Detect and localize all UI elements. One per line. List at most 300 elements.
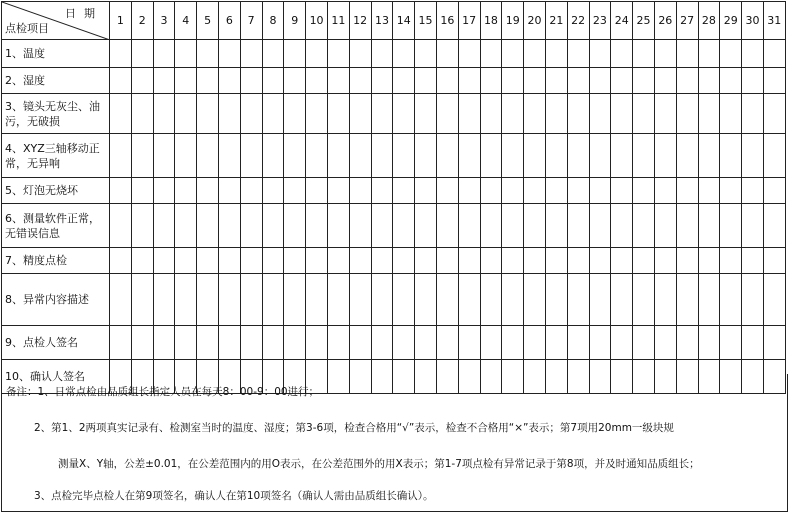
check-cell-day-25[interactable] (633, 134, 655, 178)
check-cell-day-27[interactable] (676, 178, 698, 204)
check-cell-day-4[interactable] (175, 134, 197, 178)
check-cell-day-24[interactable] (611, 134, 633, 178)
check-cell-day-1[interactable] (110, 40, 132, 68)
check-cell-day-12[interactable] (349, 178, 371, 204)
check-cell-day-4[interactable] (175, 204, 197, 248)
check-cell-day-23[interactable] (589, 178, 611, 204)
day-header-28: 28 (698, 2, 720, 40)
check-cell-day-26[interactable] (654, 248, 676, 274)
check-cell-day-29[interactable] (720, 40, 742, 68)
check-cell-day-2[interactable] (131, 178, 153, 204)
check-cell-day-6[interactable] (218, 94, 240, 134)
check-cell-day-20[interactable] (524, 40, 546, 68)
check-cell-day-20[interactable] (524, 274, 546, 326)
check-cell-day-24[interactable] (611, 94, 633, 134)
check-cell-day-31[interactable] (763, 68, 785, 94)
check-cell-day-25[interactable] (633, 204, 655, 248)
check-cell-day-7[interactable] (240, 248, 262, 274)
check-cell-day-14[interactable] (393, 40, 415, 68)
check-cell-day-28[interactable] (698, 40, 720, 68)
check-cell-day-27[interactable] (676, 134, 698, 178)
check-cell-day-11[interactable] (327, 134, 349, 178)
check-cell-day-8[interactable] (262, 204, 284, 248)
check-cell-day-13[interactable] (371, 178, 393, 204)
check-cell-day-6[interactable] (218, 40, 240, 68)
check-cell-day-3[interactable] (153, 326, 175, 360)
check-cell-day-2[interactable] (131, 68, 153, 94)
check-cell-day-13[interactable] (371, 204, 393, 248)
check-cell-day-9[interactable] (284, 94, 306, 134)
item-row-4 (2, 134, 786, 178)
check-cell-day-11[interactable] (327, 178, 349, 204)
check-cell-day-10[interactable] (306, 134, 328, 178)
check-cell-day-7[interactable] (240, 94, 262, 134)
check-cell-day-10[interactable] (306, 178, 328, 204)
check-cell-day-15[interactable] (415, 248, 437, 274)
check-cell-day-23[interactable] (589, 326, 611, 360)
check-cell-day-26[interactable] (654, 134, 676, 178)
check-cell-day-12[interactable] (349, 40, 371, 68)
day-header-11: 11 (327, 2, 349, 40)
check-cell-day-3[interactable] (153, 68, 175, 94)
check-cell-day-16[interactable] (436, 178, 458, 204)
check-cell-day-14[interactable] (393, 248, 415, 274)
check-cell-day-30[interactable] (742, 204, 764, 248)
check-cell-day-17[interactable] (458, 204, 480, 248)
check-cell-day-8[interactable] (262, 326, 284, 360)
check-cell-day-17[interactable] (458, 248, 480, 274)
check-cell-day-24[interactable] (611, 248, 633, 274)
check-cell-day-13[interactable] (371, 326, 393, 360)
check-cell-day-24[interactable] (611, 68, 633, 94)
check-cell-day-6[interactable] (218, 204, 240, 248)
check-cell-day-12[interactable] (349, 68, 371, 94)
check-cell-day-9[interactable] (284, 274, 306, 326)
check-cell-day-28[interactable] (698, 248, 720, 274)
check-cell-day-19[interactable] (502, 274, 524, 326)
check-cell-day-15[interactable] (415, 274, 437, 326)
check-cell-day-7[interactable] (240, 40, 262, 68)
check-cell-day-5[interactable] (197, 40, 219, 68)
check-cell-day-17[interactable] (458, 68, 480, 94)
check-cell-day-1[interactable] (110, 248, 132, 274)
day-header-31: 31 (763, 2, 785, 40)
check-cell-day-31[interactable] (763, 274, 785, 326)
check-cell-day-22[interactable] (567, 204, 589, 248)
check-cell-day-9[interactable] (284, 40, 306, 68)
check-cell-day-22[interactable] (567, 274, 589, 326)
check-cell-day-2[interactable] (131, 204, 153, 248)
check-cell-day-21[interactable] (545, 178, 567, 204)
check-cell-day-22[interactable] (567, 40, 589, 68)
check-cell-day-17[interactable] (458, 134, 480, 178)
check-cell-day-2[interactable] (131, 274, 153, 326)
check-cell-day-24[interactable] (611, 40, 633, 68)
check-cell-day-2[interactable] (131, 248, 153, 274)
check-cell-day-5[interactable] (197, 94, 219, 134)
check-cell-day-22[interactable] (567, 68, 589, 94)
check-cell-day-29[interactable] (720, 274, 742, 326)
check-cell-day-27[interactable] (676, 204, 698, 248)
check-cell-day-20[interactable] (524, 134, 546, 178)
check-cell-day-24[interactable] (611, 326, 633, 360)
check-cell-day-13[interactable] (371, 134, 393, 178)
check-cell-day-15[interactable] (415, 178, 437, 204)
check-cell-day-20[interactable] (524, 178, 546, 204)
check-cell-day-29[interactable] (720, 94, 742, 134)
check-cell-day-14[interactable] (393, 204, 415, 248)
check-cell-day-2[interactable] (131, 40, 153, 68)
check-cell-day-8[interactable] (262, 274, 284, 326)
check-cell-day-4[interactable] (175, 40, 197, 68)
check-cell-day-23[interactable] (589, 94, 611, 134)
check-cell-day-19[interactable] (502, 326, 524, 360)
check-cell-day-12[interactable] (349, 248, 371, 274)
check-cell-day-16[interactable] (436, 40, 458, 68)
check-cell-day-21[interactable] (545, 326, 567, 360)
check-cell-day-28[interactable] (698, 134, 720, 178)
check-cell-day-27[interactable] (676, 94, 698, 134)
note-line-3: 测量X、Y轴，公差±0.01，在公差范围内的用O表示，在公差范围外的用X表示；第1-7项点检有异常记录于第8项，并及时通知品质组长； (58, 458, 700, 470)
check-cell-day-24[interactable] (611, 274, 633, 326)
check-cell-day-21[interactable] (545, 68, 567, 94)
check-cell-day-16[interactable] (436, 326, 458, 360)
check-cell-day-30[interactable] (742, 248, 764, 274)
item-label-cell: 1、温度 (2, 40, 110, 68)
item-row-8 (2, 274, 786, 326)
check-cell-day-31[interactable] (763, 326, 785, 360)
check-cell-day-6[interactable] (218, 68, 240, 94)
check-cell-day-30[interactable] (742, 274, 764, 326)
check-cell-day-17[interactable] (458, 94, 480, 134)
check-cell-day-19[interactable] (502, 204, 524, 248)
check-cell-day-25[interactable] (633, 326, 655, 360)
check-cell-day-5[interactable] (197, 204, 219, 248)
check-cell-day-4[interactable] (175, 68, 197, 94)
day-header-18: 18 (480, 2, 502, 40)
item-label-cell: 9、点检人签名 (2, 326, 110, 360)
check-cell-day-29[interactable] (720, 134, 742, 178)
check-cell-day-14[interactable] (393, 274, 415, 326)
check-cell-day-11[interactable] (327, 274, 349, 326)
day-header-26: 26 (654, 2, 676, 40)
check-cell-day-18[interactable] (480, 274, 502, 326)
check-cell-day-18[interactable] (480, 94, 502, 134)
check-cell-day-10[interactable] (306, 68, 328, 94)
check-cell-day-8[interactable] (262, 68, 284, 94)
check-cell-day-11[interactable] (327, 204, 349, 248)
check-cell-day-9[interactable] (284, 204, 306, 248)
check-cell-day-1[interactable] (110, 94, 132, 134)
check-cell-day-19[interactable] (502, 94, 524, 134)
check-cell-day-15[interactable] (415, 40, 437, 68)
check-cell-day-28[interactable] (698, 274, 720, 326)
check-cell-day-11[interactable] (327, 40, 349, 68)
check-cell-day-25[interactable] (633, 94, 655, 134)
check-cell-day-17[interactable] (458, 40, 480, 68)
check-cell-day-12[interactable] (349, 134, 371, 178)
check-cell-day-12[interactable] (349, 204, 371, 248)
check-cell-day-18[interactable] (480, 204, 502, 248)
check-cell-day-3[interactable] (153, 94, 175, 134)
check-cell-day-24[interactable] (611, 178, 633, 204)
day-header-4: 4 (175, 2, 197, 40)
check-cell-day-30[interactable] (742, 40, 764, 68)
check-cell-day-1[interactable] (110, 326, 132, 360)
item-row-2 (2, 68, 786, 94)
check-cell-day-10[interactable] (306, 248, 328, 274)
check-cell-day-16[interactable] (436, 68, 458, 94)
check-cell-day-11[interactable] (327, 248, 349, 274)
day-header-10: 10 (306, 2, 328, 40)
check-cell-day-9[interactable] (284, 68, 306, 94)
check-cell-day-26[interactable] (654, 68, 676, 94)
check-cell-day-31[interactable] (763, 204, 785, 248)
check-cell-day-22[interactable] (567, 178, 589, 204)
check-cell-day-20[interactable] (524, 204, 546, 248)
check-cell-day-17[interactable] (458, 178, 480, 204)
check-cell-day-27[interactable] (676, 326, 698, 360)
check-cell-day-6[interactable] (218, 178, 240, 204)
check-cell-day-28[interactable] (698, 204, 720, 248)
check-cell-day-7[interactable] (240, 274, 262, 326)
check-cell-day-21[interactable] (545, 134, 567, 178)
check-cell-day-3[interactable] (153, 40, 175, 68)
check-cell-day-14[interactable] (393, 134, 415, 178)
check-cell-day-30[interactable] (742, 68, 764, 94)
check-cell-day-25[interactable] (633, 178, 655, 204)
check-cell-day-6[interactable] (218, 326, 240, 360)
check-cell-day-11[interactable] (327, 94, 349, 134)
check-cell-day-2[interactable] (131, 134, 153, 178)
check-cell-day-1[interactable] (110, 68, 132, 94)
check-cell-day-10[interactable] (306, 40, 328, 68)
check-cell-day-13[interactable] (371, 40, 393, 68)
check-cell-day-25[interactable] (633, 40, 655, 68)
check-cell-day-14[interactable] (393, 178, 415, 204)
check-cell-day-5[interactable] (197, 134, 219, 178)
check-cell-day-26[interactable] (654, 204, 676, 248)
check-cell-day-1[interactable] (110, 274, 132, 326)
check-cell-day-23[interactable] (589, 274, 611, 326)
check-cell-day-6[interactable] (218, 134, 240, 178)
check-cell-day-4[interactable] (175, 178, 197, 204)
check-cell-day-23[interactable] (589, 248, 611, 274)
check-cell-day-14[interactable] (393, 326, 415, 360)
check-cell-day-16[interactable] (436, 134, 458, 178)
check-cell-day-3[interactable] (153, 248, 175, 274)
check-cell-day-9[interactable] (284, 134, 306, 178)
check-cell-day-5[interactable] (197, 326, 219, 360)
check-cell-day-13[interactable] (371, 68, 393, 94)
check-cell-day-15[interactable] (415, 68, 437, 94)
check-cell-day-26[interactable] (654, 94, 676, 134)
check-cell-day-23[interactable] (589, 40, 611, 68)
check-cell-day-6[interactable] (218, 274, 240, 326)
check-cell-day-25[interactable] (633, 248, 655, 274)
day-header-7: 7 (240, 2, 262, 40)
check-cell-day-20[interactable] (524, 68, 546, 94)
check-cell-day-19[interactable] (502, 134, 524, 178)
check-cell-day-19[interactable] (502, 248, 524, 274)
check-cell-day-27[interactable] (676, 68, 698, 94)
check-cell-day-27[interactable] (676, 248, 698, 274)
check-cell-day-22[interactable] (567, 134, 589, 178)
check-cell-day-28[interactable] (698, 68, 720, 94)
item-label-cell: 4、XYZ三轴移动正常，无异响 (2, 134, 110, 178)
check-cell-day-10[interactable] (306, 274, 328, 326)
check-cell-day-22[interactable] (567, 248, 589, 274)
check-cell-day-9[interactable] (284, 178, 306, 204)
check-cell-day-16[interactable] (436, 204, 458, 248)
check-cell-day-20[interactable] (524, 326, 546, 360)
check-cell-day-28[interactable] (698, 94, 720, 134)
check-cell-day-4[interactable] (175, 274, 197, 326)
item-row-3 (2, 94, 786, 134)
check-cell-day-29[interactable] (720, 178, 742, 204)
check-cell-day-30[interactable] (742, 326, 764, 360)
check-cell-day-5[interactable] (197, 274, 219, 326)
check-cell-day-21[interactable] (545, 94, 567, 134)
check-cell-day-20[interactable] (524, 94, 546, 134)
check-cell-day-2[interactable] (131, 326, 153, 360)
check-cell-day-3[interactable] (153, 204, 175, 248)
check-cell-day-17[interactable] (458, 274, 480, 326)
check-cell-day-29[interactable] (720, 248, 742, 274)
check-cell-day-11[interactable] (327, 326, 349, 360)
check-cell-day-10[interactable] (306, 94, 328, 134)
check-cell-day-3[interactable] (153, 178, 175, 204)
check-cell-day-1[interactable] (110, 204, 132, 248)
check-cell-day-29[interactable] (720, 326, 742, 360)
check-cell-day-31[interactable] (763, 40, 785, 68)
check-cell-day-26[interactable] (654, 40, 676, 68)
check-cell-day-8[interactable] (262, 248, 284, 274)
check-cell-day-25[interactable] (633, 274, 655, 326)
check-cell-day-27[interactable] (676, 274, 698, 326)
check-cell-day-12[interactable] (349, 94, 371, 134)
check-cell-day-30[interactable] (742, 178, 764, 204)
header-row (2, 2, 786, 40)
check-cell-day-28[interactable] (698, 326, 720, 360)
check-cell-day-18[interactable] (480, 248, 502, 274)
check-cell-day-19[interactable] (502, 68, 524, 94)
check-cell-day-17[interactable] (458, 326, 480, 360)
day-header-1: 1 (110, 2, 132, 40)
check-cell-day-21[interactable] (545, 204, 567, 248)
check-cell-day-5[interactable] (197, 248, 219, 274)
check-cell-day-31[interactable] (763, 178, 785, 204)
check-cell-day-14[interactable] (393, 94, 415, 134)
check-cell-day-4[interactable] (175, 248, 197, 274)
check-cell-day-10[interactable] (306, 204, 328, 248)
check-cell-day-13[interactable] (371, 248, 393, 274)
check-cell-day-29[interactable] (720, 204, 742, 248)
check-cell-day-15[interactable] (415, 134, 437, 178)
check-cell-day-15[interactable] (415, 326, 437, 360)
check-cell-day-5[interactable] (197, 68, 219, 94)
check-cell-day-20[interactable] (524, 248, 546, 274)
day-header-29: 29 (720, 2, 742, 40)
check-cell-day-7[interactable] (240, 204, 262, 248)
check-cell-day-16[interactable] (436, 274, 458, 326)
check-cell-day-1[interactable] (110, 178, 132, 204)
check-cell-day-9[interactable] (284, 326, 306, 360)
check-cell-day-8[interactable] (262, 40, 284, 68)
check-cell-day-13[interactable] (371, 94, 393, 134)
check-cell-day-19[interactable] (502, 40, 524, 68)
item-label-cell: 10、确认人签名 (2, 360, 110, 394)
check-cell-day-11[interactable] (327, 68, 349, 94)
check-cell-day-28[interactable] (698, 178, 720, 204)
check-cell-day-4[interactable] (175, 94, 197, 134)
check-cell-day-12[interactable] (349, 274, 371, 326)
check-cell-day-7[interactable] (240, 134, 262, 178)
check-cell-day-18[interactable] (480, 178, 502, 204)
check-cell-day-3[interactable] (153, 134, 175, 178)
check-cell-day-13[interactable] (371, 274, 393, 326)
check-cell-day-4[interactable] (175, 326, 197, 360)
check-cell-day-22[interactable] (567, 326, 589, 360)
check-cell-day-15[interactable] (415, 94, 437, 134)
check-cell-day-8[interactable] (262, 134, 284, 178)
check-cell-day-21[interactable] (545, 274, 567, 326)
check-cell-day-23[interactable] (589, 204, 611, 248)
check-cell-day-7[interactable] (240, 178, 262, 204)
check-cell-day-1[interactable] (110, 134, 132, 178)
check-cell-day-23[interactable] (589, 134, 611, 178)
day-header-14: 14 (393, 2, 415, 40)
check-cell-day-9[interactable] (284, 248, 306, 274)
check-cell-day-26[interactable] (654, 326, 676, 360)
check-cell-day-30[interactable] (742, 134, 764, 178)
check-cell-day-29[interactable] (720, 68, 742, 94)
check-cell-day-23[interactable] (589, 68, 611, 94)
check-cell-day-8[interactable] (262, 94, 284, 134)
check-cell-day-18[interactable] (480, 134, 502, 178)
check-cell-day-21[interactable] (545, 40, 567, 68)
check-cell-day-24[interactable] (611, 204, 633, 248)
check-cell-day-30[interactable] (742, 94, 764, 134)
check-cell-day-18[interactable] (480, 40, 502, 68)
check-cell-day-26[interactable] (654, 274, 676, 326)
check-cell-day-7[interactable] (240, 68, 262, 94)
check-cell-day-27[interactable] (676, 40, 698, 68)
check-cell-day-18[interactable] (480, 68, 502, 94)
check-cell-day-5[interactable] (197, 178, 219, 204)
check-cell-day-6[interactable] (218, 248, 240, 274)
check-cell-day-18[interactable] (480, 326, 502, 360)
check-cell-day-31[interactable] (763, 248, 785, 274)
check-cell-day-3[interactable] (153, 274, 175, 326)
check-cell-day-21[interactable] (545, 248, 567, 274)
check-cell-day-12[interactable] (349, 326, 371, 360)
check-cell-day-25[interactable] (633, 68, 655, 94)
check-cell-day-19[interactable] (502, 178, 524, 204)
check-cell-day-26[interactable] (654, 178, 676, 204)
check-cell-day-14[interactable] (393, 68, 415, 94)
check-cell-day-7[interactable] (240, 326, 262, 360)
check-cell-day-8[interactable] (262, 178, 284, 204)
check-cell-day-16[interactable] (436, 248, 458, 274)
check-cell-day-31[interactable] (763, 94, 785, 134)
check-cell-day-22[interactable] (567, 94, 589, 134)
check-cell-day-2[interactable] (131, 94, 153, 134)
check-cell-day-16[interactable] (436, 94, 458, 134)
check-cell-day-10[interactable] (306, 326, 328, 360)
check-cell-day-15[interactable] (415, 204, 437, 248)
check-cell-day-31[interactable] (763, 134, 785, 178)
